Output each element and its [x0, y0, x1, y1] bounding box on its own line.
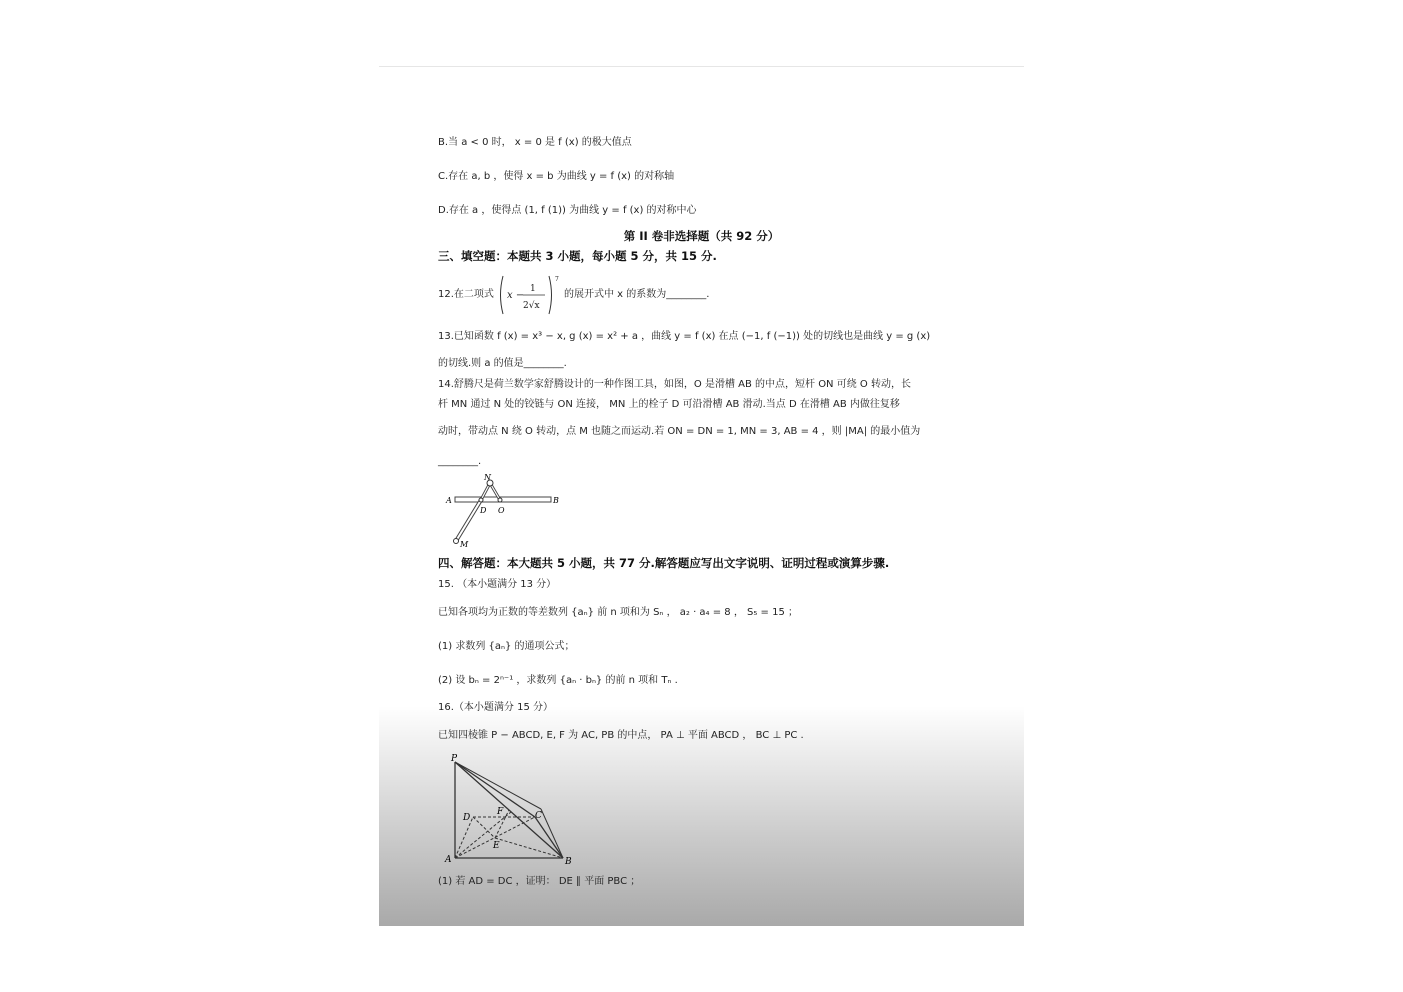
fig2-label-f: F — [497, 807, 504, 817]
binomial-denominator: 2√x — [523, 301, 540, 311]
binomial-exponent: 7 — [555, 276, 559, 283]
fig1-label-o: O — [498, 506, 505, 515]
fig1-label-a: A — [446, 496, 452, 505]
fig2-label-b: B — [565, 857, 572, 866]
binomial-prefix: x − — [507, 290, 525, 301]
section-three-heading: 三、填空题：本题共 3 小题，每小题 5 分，共 15 分. — [438, 249, 717, 263]
question-15-part-2: (2) 设 bₙ = 2ⁿ⁻¹ ，求数列 {aₙ · bₙ} 的前 n 项和 Tₙ . — [438, 675, 678, 686]
question-13-line-2: 的切线.则 a 的值是________. — [438, 358, 567, 369]
fig2-label-d: D — [463, 813, 471, 823]
question-14-line-2: 杆 MN 通过 N 处的铰链与 ON 连接， MN 上的栓子 D 可沿滑槽 AB 滑动.当点 D 在滑槽 AB 内做往复移 — [438, 399, 900, 410]
document-page — [379, 66, 1024, 926]
section-four-heading: 四、解答题：本大题共 5 小题，共 77 分.解答题应写出文字说明、证明过程或演算步骤. — [438, 556, 890, 570]
fig1-label-d: D — [480, 506, 487, 515]
pyramid-figure — [443, 754, 583, 866]
fig2-label-a: A — [445, 855, 452, 865]
fig1-label-m: M — [460, 540, 469, 549]
question-15-title: 15. （本小题满分 13 分） — [438, 579, 557, 590]
question-12-suffix: 的展开式中 x 的系数为________. — [564, 289, 710, 300]
binomial-expression — [497, 272, 565, 318]
question-14-line-3: 动时，带动点 N 绕 O 转动，点 M 也随之而运动.若 ON = DN = 1, MN = 3, AB = 4 ，则 |MA| 的最小值为 — [438, 426, 921, 437]
question-12-prefix: 12.在二项式 — [438, 289, 494, 300]
fig2-label-c: C — [535, 811, 542, 821]
question-13-line-1: 13.已知函数 f (x) = x³ − x, g (x) = x² + a ，曲线 y = f (x) 在点 (−1, f (−1)) 处的切线也是曲线 y = g (x) — [438, 331, 931, 342]
fig2-label-p: P — [451, 754, 458, 764]
fig1-label-n: N — [484, 473, 491, 482]
page-top-rule — [379, 66, 1024, 67]
question-16-stem: 已知四棱锥 P − ABCD, E, F 为 AC, PB 的中点， PA ⊥ 平面 ABCD ， BC ⊥ PC . — [438, 730, 804, 741]
question-15-stem: 已知各项均为正数的等差数列 {aₙ} 前 n 项和为 Sₙ ， a₂ · a₄ = 8 ， S₅ = 15 ； — [438, 607, 799, 618]
question-14-blank: ________. — [438, 456, 482, 467]
question-16-title: 16.（本小题满分 15 分） — [438, 702, 553, 713]
question-15-part-1: (1) 求数列 {aₙ} 的通项公式； — [438, 641, 575, 652]
option-c: C.存在 a, b ，使得 x = b 为曲线 y = f (x) 的对称轴 — [438, 171, 675, 182]
fig2-label-e: E — [493, 841, 500, 851]
option-b: B.当 a < 0 时， x = 0 是 f (x) 的极大值点 — [438, 137, 632, 148]
fig1-label-b: B — [553, 496, 559, 505]
question-14-line-1: 14.舒腾尺是荷兰数学家舒腾设计的一种作图工具，如图，O 是滑槽 AB 的中点，短杆 ON 可绕 O 转动，长 — [438, 379, 911, 390]
binomial-numerator: 1 — [530, 284, 536, 294]
schooten-ruler-figure — [441, 471, 571, 549]
question-16-part-1: (1) 若 AD = DC ，证明： DE ∥ 平面 PBC ； — [438, 876, 641, 887]
option-d: D.存在 a ，使得点 (1, f (1)) 为曲线 y = f (x) 的对称中心 — [438, 205, 697, 216]
part-two-title: 第 II 卷非选择题（共 92 分） — [623, 229, 780, 243]
